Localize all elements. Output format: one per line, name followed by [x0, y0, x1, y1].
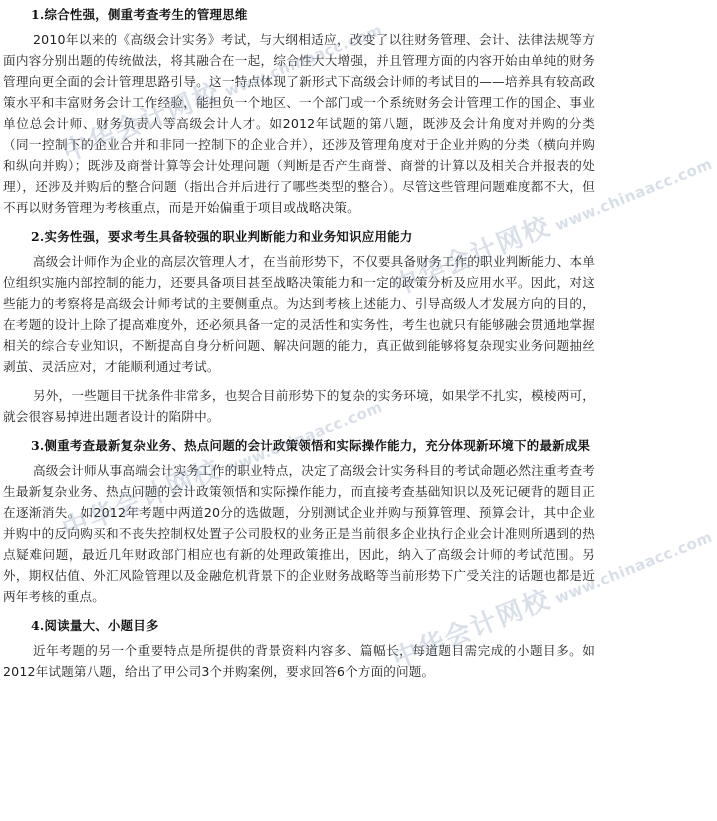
section-2-paragraph-2: 另外，一些题目干扰条件非常多，也契合目前形势下的复杂的实务环境，如果学不扎实，模棱两可，就会很容易掉进出题者设计的陷阱中。 [3, 388, 595, 424]
section-1-heading: 1.综合性强，侧重考查考生的管理思维 [31, 7, 248, 22]
watermark-text: 中华会计网校 [388, 211, 556, 303]
watermark-text: 中华会计网校 [58, 454, 226, 546]
watermark-url: www.chinaacc.com [222, 397, 386, 478]
section-2-paragraph-1: 高级会计师作为企业的高层次管理人才，在当前形势下，不仅要具备财务工作的职业判断能力、本单位组织实施内部控制的能力，还要具备项目甚至战略决策能力和一定的政策分析及应用水平。因此，对这些能力的考察将是高级会计师考试的主要侧重点。为达到考核上述能力、引导高级人才发展方向的目的，在考题的设计上除了提高难度外，还必须具备一定的灵活性和实务性，考生也就只有能够融会贯通地掌握相关的综合专业知识，不断提高自身分析问题、解决问题的能力，真正做到能够将复杂现实业务问题抽丝剥茧、灵活应对，才能顺利通过考试。 [3, 254, 595, 374]
watermark-text: 中华会计网校 [388, 584, 556, 676]
section-2-heading: 2.实务性强，要求考生具备较强的职业判断能力和业务知识应用能力 [31, 229, 413, 244]
section-4-heading: 4.阅读量大、小题目多 [31, 618, 159, 633]
watermark-url: www.chinaacc.com [552, 154, 716, 235]
watermark-url: www.chinaacc.com [552, 527, 716, 608]
section-1-paragraph-1: 2010年以来的《高级会计实务》考试，与大纲相适应，改变了以往财务管理、会计、法律法规等方面内容分别出题的传统做法，将其融合在一起，综合性大大增强，并且管理方面的内容开始由单纯的财务管理向更全面的会计管理思路引导。这一特点体现了新形式下高级会计师的考试目的——培养具有较高政策水平和丰富财务会计工作经验，能担负一个地区、一个部门或一个系统财务会计管理工作的国企、事业单位总会计师、财务负责人等高级会计人才。如2012年试题的第八题，既涉及会计角度对并购的分类（同一控制下的企业合并和非同一控制下的企业合并），还涉及管理角度对于企业并购的分类（横向并购和纵向并购）；既涉及商誉计算等会计处理问题（判断是否产生商誉、商誉的计算以及相关合并报表的处理），还涉及并购后的整合问题（指出合并后进行了哪些类型的整合）。尽管这些管理问题难度都不大，但不再以财务管理为考核重点，而是开始偏重于项目或战略决策。 [3, 32, 595, 215]
section-3-paragraph-1: 高级会计师从事高端会计实务工作的职业特点，决定了高级会计实务科目的考试命题必然注重考查考生最新复杂业务、热点问题的会计政策领悟和实际操作能力，而直接考查基础知识以及死记硬背的题目正在逐渐消失。如2012年考题中两道20分的选做题，分别测试企业并购与预算管理、预算会计，其中企业并购中的反向购买和不丧失控制权处置子公司股权的业务正是当前很多企业执行企业会计准则所遇到的热点疑难问题，最近几年财政部门相应也有新的处理政策推出，因此，纳入了高级会计师的考试范围。另外，期权估值、外汇风险管理以及金融危机背景下的企业财务战略等当前形势下广受关注的话题也都是近两年考核的重点。 [3, 463, 595, 604]
section-3-heading: 3.侧重考查最新复杂业务、热点问题的会计政策领悟和实际操作能力，充分体现新环境下的最新成果 [31, 438, 591, 453]
watermark-text: 中华会计网校 [58, 77, 226, 169]
section-4-paragraph-1: 近年考题的另一个重要特点是所提供的背景资料内容多、篇幅长，每道题目需完成的小题目多。如2012年试题第八题，给出了甲公司3个并购案例，要求回答6个方面的问题。 [3, 643, 595, 679]
article [0, 4, 716, 821]
watermark-url: www.chinaacc.com [222, 20, 386, 101]
